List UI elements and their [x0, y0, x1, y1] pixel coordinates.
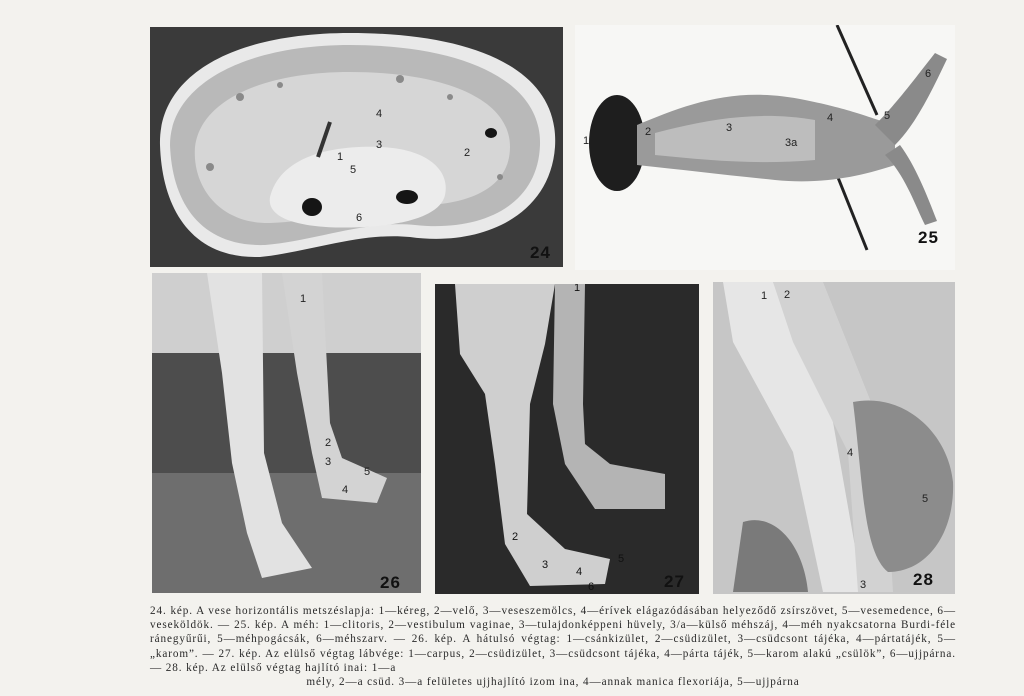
fig24-number: 24 [530, 243, 551, 262]
tendons-illustration [713, 282, 955, 594]
fig28-label-2: 2 [784, 289, 791, 301]
fig27-label-4: 4 [576, 566, 583, 578]
fig26-label-2: 2 [325, 437, 332, 449]
kidney-illustration [150, 27, 563, 267]
fig27-label-3: 3 [542, 559, 549, 571]
fig24-label-1: 1 [337, 151, 344, 163]
caption-last-line: mély, 2—a csüd. 3—a felületes ujjhajlító izom ina, 4—annak manica flexoriája, 5—ujjpárna [306, 676, 800, 689]
fig28-label-5: 5 [922, 493, 929, 505]
figure-25-uterus-photo [575, 25, 955, 270]
fig26-label-4: 4 [342, 484, 349, 496]
hind-limb-illustration [152, 273, 421, 593]
figure-26-hind-limb-photo [152, 273, 421, 593]
figure-24-kidney-photo [150, 27, 563, 267]
fig25-label-4: 4 [827, 112, 834, 124]
fig25-label-2: 2 [645, 126, 652, 138]
fig25-label-3: 3 [726, 122, 733, 134]
fig27-label-1: 1 [574, 284, 581, 294]
fig27-label-5: 5 [618, 553, 625, 565]
figure-27-fore-limb-photo [435, 284, 699, 594]
fig26-label-1: 1 [300, 293, 307, 305]
fig24-label-3: 3 [376, 139, 383, 151]
fig26-label-5: 5 [364, 466, 371, 478]
fig24-label-2: 2 [464, 147, 471, 159]
figure-caption [150, 604, 956, 689]
figure-28-flexor-tendons-photo [713, 282, 955, 594]
fig28-number: 28 [913, 570, 934, 589]
fig24-label-4: 4 [376, 108, 383, 120]
fig28-label-4: 4 [847, 447, 854, 459]
fig27-label-2: 2 [512, 531, 519, 543]
fig26-label-3: 3 [325, 456, 332, 468]
fore-limb-illustration [435, 284, 699, 594]
caption-body: 24. kép. A vese horizontális metszéslapja: 1—kéreg, 2—velő, 3—veseszemölcs, 4—érívek elágazódásában helyeződő zsírszövet, 5—vesemedence, 6—veseköldök. — 25. kép. A méh: 1—clitoris, 2—vestibulum vaginae, 3—tulajdonképpeni hüvely, 3/a—külső méhszáj, 4—méh nyakcsatorna Burdi-féle ránegyűrűi, 5—méhpogácsák, 6—méhszarv. — 26. kép. A hátulsó végtag: 1—csánkizület, 2—csüdizület, 3—csüdcsont tájéka, 4—pártatájék, 5—„karom”. — 27. kép. Az elülső végtag lábvége: 1—carpus, 2—csüdizület, 3—csüdcsont tájéka, 4—párta tájék, 5—karom alakú „csülök”, 6—ujjpárna. — 28. kép. Az elülső végtag hajlító inai: 1—a [150, 605, 956, 674]
fig25-label-6: 6 [925, 68, 932, 80]
fig26-number: 26 [380, 573, 401, 592]
fig25-number: 25 [918, 228, 939, 247]
fig25-label-3a: 3a [785, 137, 798, 149]
fig24-label-5: 5 [350, 164, 357, 176]
fig25-label-1: 1 [583, 135, 590, 147]
fig27-number: 27 [664, 572, 685, 591]
fig25-label-5: 5 [884, 110, 891, 122]
fig28-label-1: 1 [761, 290, 768, 302]
fig28-label-3: 3 [860, 579, 867, 591]
fig27-label-6: 6 [588, 581, 595, 593]
uterus-illustration [575, 25, 955, 270]
fig24-label-6: 6 [356, 212, 363, 224]
